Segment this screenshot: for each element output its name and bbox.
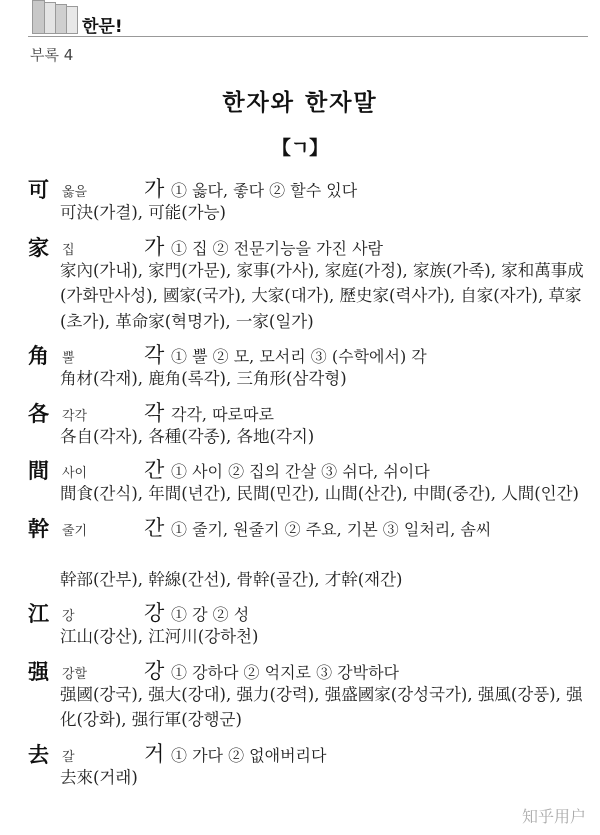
entry-gloss: 갈 xyxy=(62,749,75,765)
entry-gloss: 옳을 xyxy=(62,185,88,200)
dictionary-entry xyxy=(28,596,593,650)
entry-character: 强 xyxy=(28,659,49,684)
entry-meaning: ① 뿔 ② 모, 모서리 ③ (수학에서) 각 xyxy=(171,347,427,366)
watermark: 知乎用户 xyxy=(521,807,586,826)
page-title: 한자와 한자말 xyxy=(222,90,378,116)
entry-character: 間 xyxy=(28,459,49,483)
entry-reading: 가 xyxy=(144,234,165,259)
dictionary-entry xyxy=(28,396,593,450)
entry-words: 間食(간식), 年間(년간), 民間(민간), 山間(산간), 中間(중간), 人間(인간) xyxy=(60,484,579,503)
entry-words: 各自(각자), 各種(각종), 各地(각지) xyxy=(60,426,315,446)
entry-meaning: ① 강하다 ② 억지로 ③ 강박하다 xyxy=(171,662,399,682)
entry-gloss: 사이 xyxy=(62,466,88,481)
logo-text: 한문! xyxy=(82,17,123,37)
entry-gloss: 뿔 xyxy=(62,351,75,366)
entry-words: 家內(가내), 家門(가문), 家事(가사), 家庭(가정), 家族(가족), 家和萬事成(가화만사성), 國家(국가), 大家(대가), 歷史家(력사가), 自家(자가), 草家(초가), 革命家(혁명가), 一家(일가) xyxy=(60,260,584,331)
dictionary-entry xyxy=(28,737,593,791)
entry-words: 角材(각재), 鹿角(록각), 三角形(삼각형) xyxy=(60,369,347,388)
dictionary-entry xyxy=(28,338,593,392)
entry-reading: 거 xyxy=(144,741,165,766)
entry-words: 强國(강국), 强大(강대), 强力(강력), 强盛國家(강성국가), 强風(강풍), 强化(강화), 强行軍(강행군) xyxy=(60,684,583,729)
entry-character: 可 xyxy=(28,178,49,202)
entry-words: 江山(강산), 江河川(강하천) xyxy=(60,627,259,646)
entry-reading: 각 xyxy=(144,400,165,425)
dictionary-entry xyxy=(28,172,593,226)
entry-character: 江 xyxy=(28,602,49,626)
entry-words: 幹部(간부), 幹線(간선), 骨幹(골간), 才幹(재간) xyxy=(60,569,403,589)
entry-gloss: 강 xyxy=(62,609,75,624)
section-heading: 【ㄱ】 xyxy=(271,137,329,159)
entry-reading: 강 xyxy=(144,601,165,625)
entry-character: 幹 xyxy=(28,516,49,541)
entry-reading: 강 xyxy=(144,658,165,683)
entry-reading: 간 xyxy=(144,458,165,482)
entry-character: 各 xyxy=(28,401,49,426)
entry-meaning: ① 집 ② 전문기능을 가진 사람 xyxy=(171,238,383,258)
dictionary-entry xyxy=(28,511,593,593)
entry-reading: 각 xyxy=(144,343,165,367)
entry-words: 可決(가결), 可能(가능) xyxy=(60,203,226,222)
entry-meaning: ① 강 ② 성 xyxy=(171,605,250,624)
entry-reading: 가 xyxy=(144,177,165,201)
dictionary-entry xyxy=(28,453,593,507)
entry-gloss: 강할 xyxy=(62,666,88,682)
header-divider xyxy=(28,36,588,37)
dictionary-entry xyxy=(28,654,593,733)
entry-words: 去來(거래) xyxy=(60,767,138,787)
entry-character: 去 xyxy=(28,742,49,767)
page-header xyxy=(28,0,588,70)
dictionary-entries xyxy=(28,172,593,794)
entry-gloss: 각각 xyxy=(62,408,88,424)
entry-meaning: ① 사이 ② 집의 간살 ③ 쉬다, 쉬이다 xyxy=(171,462,430,481)
entry-meaning: 각각, 따로따로 xyxy=(171,404,274,424)
entry-meaning: ① 줄기, 원줄기 ② 주요, 기본 ③ 일처리, 솜씨 xyxy=(171,519,492,539)
dictionary-entry xyxy=(28,230,593,335)
entry-meaning: ① 가다 ② 없애버리다 xyxy=(171,745,327,765)
entry-gloss: 줄기 xyxy=(62,523,88,539)
entry-character: 家 xyxy=(28,235,49,260)
entry-reading: 간 xyxy=(144,515,165,540)
entry-meaning: ① 옳다, 좋다 ② 할수 있다 xyxy=(171,181,358,200)
book-logo xyxy=(28,0,148,44)
books-icon xyxy=(30,0,78,34)
appendix-label: 부록 4 xyxy=(30,46,74,64)
entry-character: 角 xyxy=(28,344,49,368)
entry-gloss: 집 xyxy=(62,242,75,258)
